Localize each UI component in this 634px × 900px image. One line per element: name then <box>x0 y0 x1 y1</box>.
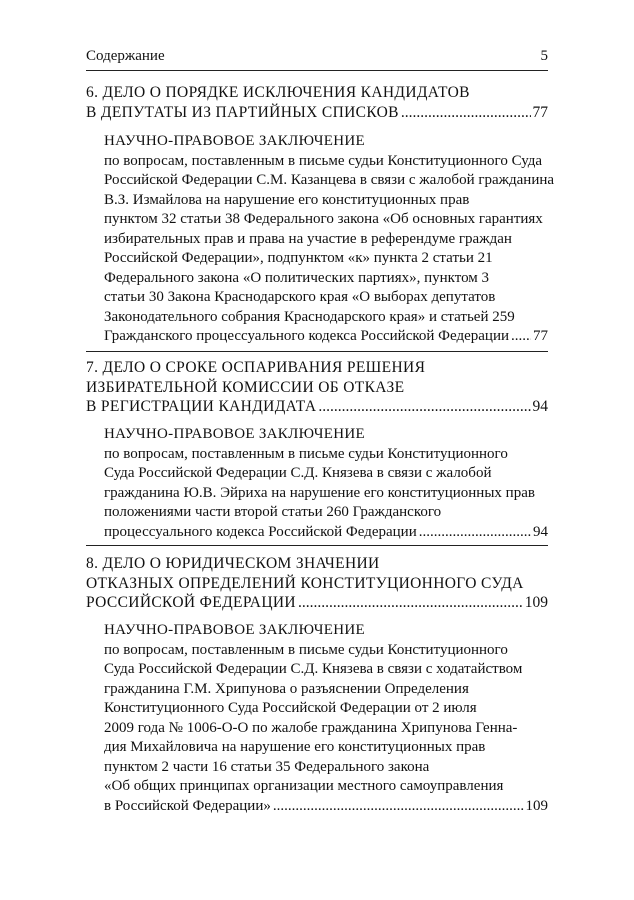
case-title-line: 6. ДЕЛО О ПОРЯДКЕ ИСКЛЮЧЕНИЯ КАНДИДАТОВ <box>86 84 470 101</box>
case-title-text: В РЕГИСТРАЦИИ КАНДИДАТА <box>86 398 317 415</box>
case-page-number: 94 <box>532 398 548 415</box>
dot-leader <box>419 523 531 543</box>
opinion-page-number: 109 <box>525 797 548 814</box>
opinion-heading: НАУЧНО-ПРАВОВОЕ ЗАКЛЮЧЕНИЕ <box>104 622 365 638</box>
toc-entry-7-opinion <box>104 425 548 542</box>
case-title-text: В ДЕПУТАТЫ ИЗ ПАРТИЙНЫХ СПИСКОВ <box>86 103 399 121</box>
toc-entry-8-case <box>86 554 548 613</box>
opinion-line: гражданина Г.М. Хрипунова о разъяснении Определения <box>104 680 469 697</box>
opinion-last-line <box>104 327 548 347</box>
opinion-line: 2009 года № 1006-О-О по жалобе гражданина Хрипунова Генна- <box>104 719 518 736</box>
dot-leader <box>318 397 530 417</box>
case-page-number: 77 <box>532 103 548 121</box>
toc-entry-6-case <box>86 83 548 122</box>
opinion-line: Суда Российской Федерации С.Д. Князева в связи с жалобой <box>104 465 492 481</box>
opinion-line: по вопросам, поставленным в письме судьи Конституционного <box>104 445 508 462</box>
toc-entry-8-opinion <box>104 621 548 816</box>
running-header-title: Содержание <box>86 48 165 64</box>
section-separator <box>86 545 548 546</box>
opinion-heading: НАУЧНО-ПРАВОВОЕ ЗАКЛЮЧЕНИЕ <box>104 133 365 149</box>
case-title-line: ИЗБИРАТЕЛЬНОЙ КОМИССИИ ОБ ОТКАЗЕ <box>86 378 405 396</box>
opinion-line: гражданина Ю.В. Эйриха на нарушение его конституционных прав <box>104 484 535 501</box>
opinion-line: дия Михайловича на нарушение его конституционных прав <box>104 739 486 755</box>
opinion-line: по вопросам, поставленным в письме судьи Конституционного <box>104 641 508 658</box>
dot-leader <box>273 797 524 817</box>
dot-leader <box>298 593 523 613</box>
toc-entry-6-opinion <box>104 132 555 347</box>
case-title-last-line <box>86 593 548 613</box>
opinion-line: Федерального закона «О политических партиях», пунктом 3 <box>104 269 490 286</box>
opinion-line: Конституционного Суда Российской Федерации от 2 июля <box>104 700 477 716</box>
opinion-line: статьи 30 Закона Краснодарского края «О выборах депутатов <box>104 289 496 305</box>
opinion-last-line <box>104 797 548 817</box>
opinion-heading: НАУЧНО-ПРАВОВОЕ ЗАКЛЮЧЕНИЕ <box>104 426 365 442</box>
opinion-line: Суда Российской Федерации С.Д. Князева в связи с ходатайством <box>104 661 523 677</box>
opinion-line: Российской Федерации», подпунктом «к» пункта 2 статьи 21 <box>104 250 493 266</box>
case-title-text: РОССИЙСКОЙ ФЕДЕРАЦИИ <box>86 594 296 611</box>
header-rule <box>86 70 548 71</box>
section-separator <box>86 351 548 352</box>
case-title-last-line <box>86 103 548 123</box>
opinion-page-number: 94 <box>533 523 548 540</box>
opinion-line: пунктом 32 статьи 38 Федерального закона «Об основных гарантиях <box>104 211 543 227</box>
dot-leader <box>511 327 531 347</box>
case-page-number: 109 <box>524 594 548 611</box>
opinion-line: В.З. Измайлова на нарушение его конституционных прав <box>104 191 470 208</box>
toc-entry-7-case <box>86 358 548 417</box>
case-title-line: 7. ДЕЛО О СРОКЕ ОСПАРИВАНИЯ РЕШЕНИЯ <box>86 359 426 376</box>
opinion-line: избирательных прав и права на участие в референдуме граждан <box>104 230 512 247</box>
case-title-line: ОТКАЗНЫХ ОПРЕДЕЛЕНИЙ КОНСТИТУЦИОННОГО СУДА <box>86 574 524 592</box>
opinion-line: по вопросам, поставленным в письме судьи Конституционного Суда <box>104 152 543 169</box>
opinion-line: «Об общих принципах организации местного самоуправления <box>104 778 504 794</box>
running-header-page-number: 5 <box>540 48 548 64</box>
opinion-line: положениями части второй статьи 260 Гражданского <box>104 504 442 520</box>
opinion-last-line <box>104 523 548 543</box>
opinion-line: пунктом 2 части 16 статьи 35 Федерального закона <box>104 758 430 775</box>
opinion-text: процессуального кодекса Российской Федерации <box>104 523 417 540</box>
case-title-line: 8. ДЕЛО О ЮРИДИЧЕСКОМ ЗНАЧЕНИИ <box>86 555 380 572</box>
opinion-line: Российской Федерации С.М. Казанцева в связи с жалобой гражданина <box>104 172 555 188</box>
case-title-last-line <box>86 397 548 417</box>
opinion-line: Законодательного собрания Краснодарского края» и статьей 259 <box>104 308 515 325</box>
opinion-text: в Российской Федерации» <box>104 797 271 814</box>
opinion-text: Гражданского процессуального кодекса Российской Федерации <box>104 328 510 344</box>
dot-leader <box>401 103 531 123</box>
opinion-page-number: 77 <box>533 328 548 344</box>
